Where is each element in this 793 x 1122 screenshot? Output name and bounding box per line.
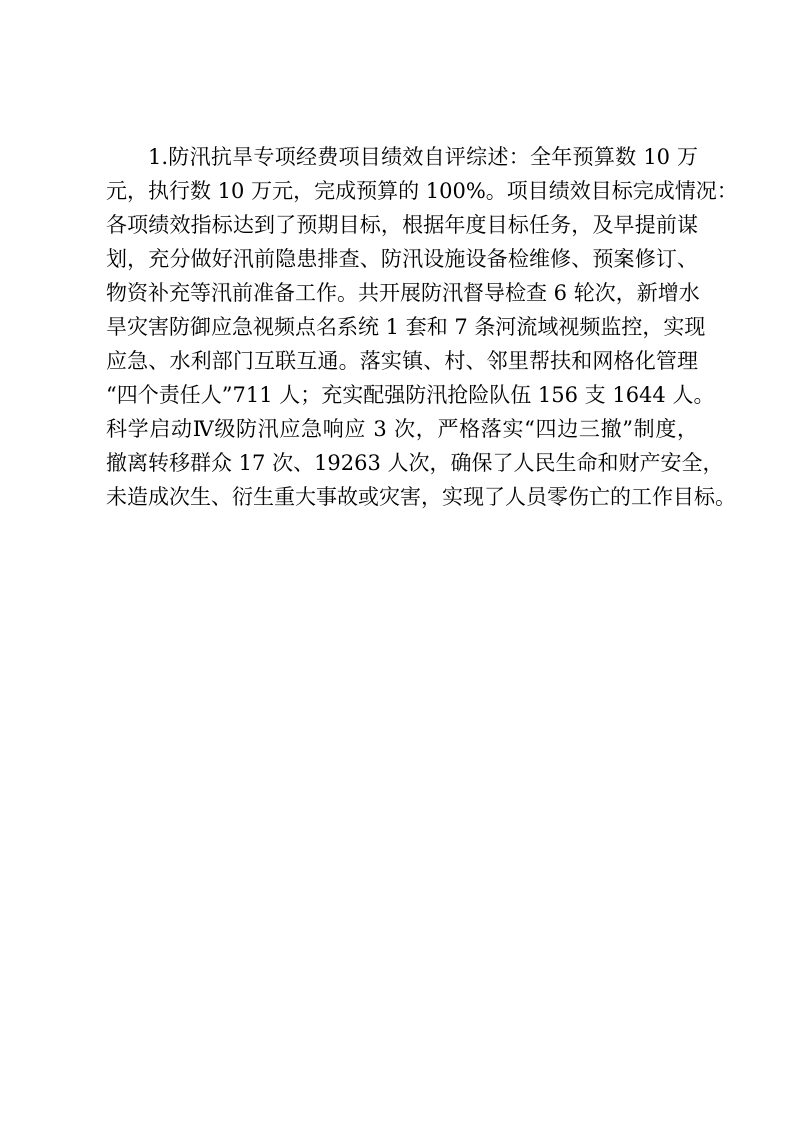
paragraph-line-10: 撤离转移群众 17 次、19263 人次，确保了人民生命和财产安全， bbox=[106, 451, 724, 475]
paragraph-line-7: 应急、水利部门互联互通。落实镇、村、邻里帮扶和网格化管理 bbox=[106, 349, 698, 373]
paragraph-line-2: 元，执行数 10 万元，完成预算的 100%。项目绩效目标完成情况： bbox=[106, 179, 738, 203]
paragraph-line-11: 未造成次生、衍生重大事故或灾害，实现了人员零伤亡的工作目标。 bbox=[106, 485, 736, 509]
paragraph-line-3: 各项绩效指标达到了预期目标，根据年度目标任务，及早提前谋 bbox=[106, 213, 698, 237]
paragraph-line-4: 划，充分做好汛前隐患排查、防汛设施设备检维修、预案修订、 bbox=[106, 247, 698, 271]
paragraph-line-5: 物资补充等汛前准备工作。共开展防汛督导检查 6 轮次，新增水 bbox=[106, 281, 700, 305]
paragraph-line-9: 科学启动Ⅳ级防汛应急响应 3 次，严格落实“四边三撤”制度， bbox=[106, 417, 698, 441]
document-body bbox=[106, 140, 738, 514]
paragraph-line-8: “四个责任人”711 人；充实配强防汛抢险队伍 156 支 1644 人。 bbox=[106, 383, 715, 407]
paragraph-line-6: 旱灾害防御应急视频点名系统 1 套和 7 条河流域视频监控，实现 bbox=[106, 315, 706, 339]
paragraph-line-1: 1.防汛抗旱专项经费项目绩效自评综述：全年预算数 10 万 bbox=[148, 145, 698, 169]
